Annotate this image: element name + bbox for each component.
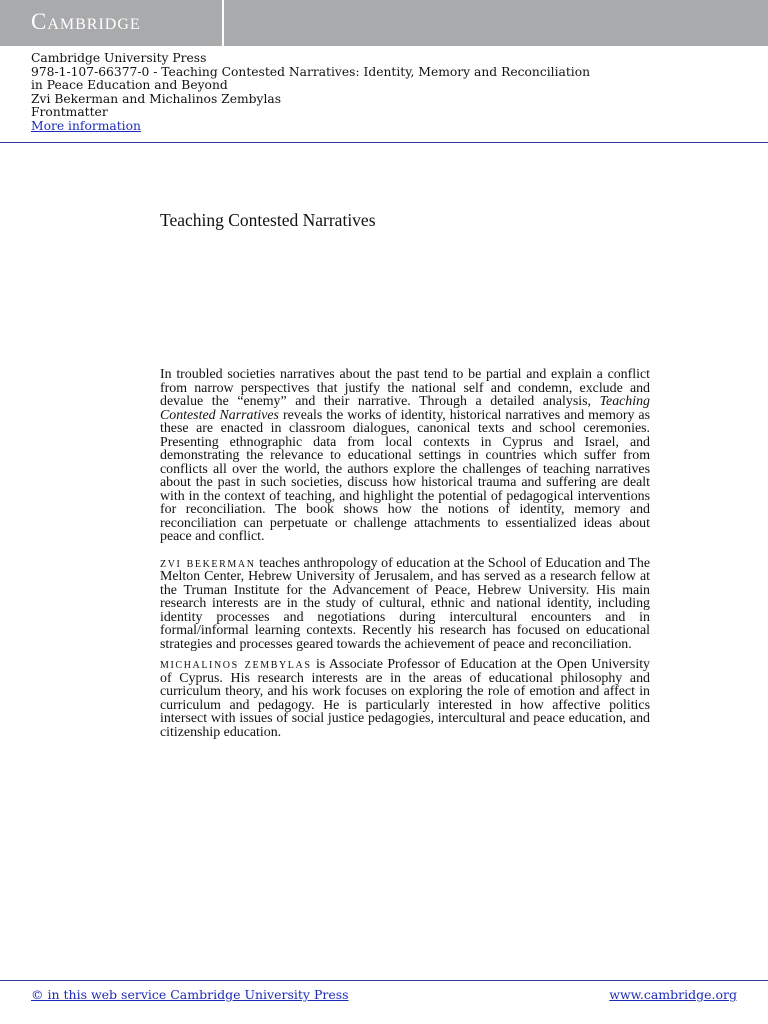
bio-text-bekerman: teaches anthropology of education at the School of Education and The Melton Center, Hebrew University of Jerusalem, and has served as a research fellow at the Truman Institute for the Advancement of Peace, Hebrew University. His main research interests are in the study of cultural, ethnic and national identity, including identity processes and negotiations during intercultural encounters and in formal/informal learning contexts. Recently his research has focused on educational strategies and processes geared towards the achievement of peace and reconciliation. bbox=[160, 555, 650, 652]
more-information-link[interactable]: More information bbox=[31, 118, 141, 133]
publisher-name: Cambridge University Press bbox=[31, 51, 207, 65]
section-label: Frontmatter bbox=[31, 105, 108, 120]
bio-text-zembylas: is Associate Professor of Education at the Open University of Cyprus. His research interests are in the areas of educational philosophy and curriculum theory, and his work focuses on exploring the role of emotion and affect in curriculum and pedagogy. He is particularly interested in how affective politics intersect with issues of social justice pedagogies, intercultural and peace education, and citizenship education. bbox=[160, 657, 650, 740]
copyright-link[interactable]: © in this web service Cambridge University Press bbox=[31, 987, 349, 1002]
cambridge-logo: Cambridge bbox=[31, 9, 141, 34]
header-divider bbox=[0, 142, 768, 143]
authors-line: Zvi Bekerman and Michalinos Zembylas bbox=[31, 91, 282, 106]
isbn-title-line-2: in Peace Education and Beyond bbox=[31, 78, 228, 93]
book-title: Teaching Contested Narratives bbox=[160, 210, 376, 230]
footer-divider bbox=[0, 980, 768, 981]
blurb-text-end: reveals the works of identity, historical narratives and memory as these are enacted in classroom dialogues, canonical texts and school ceremonies. Presenting ethnographic data from local contexts in Cyprus and Israel, and demonstrating the relevance to educational settings in countries which suffer from conflicts all over the world, the authors explore the challenges of teaching narratives about the past in such societies, discuss how historical trauma and suffering are dealt with in the context of teaching, and highlight the potential of pedagogical interventions for reconciliation. The book shows how the notions of identity, memory and reconciliation can perpetuate or challenge attachments to essentialized ideas about peace and conflict. bbox=[160, 407, 650, 544]
author-bio-zembylas bbox=[160, 658, 650, 739]
book-info-header bbox=[31, 52, 751, 134]
top-banner bbox=[0, 0, 768, 46]
banner-divider bbox=[222, 0, 224, 46]
page-content bbox=[160, 368, 650, 739]
author-name-bekerman: zvi bekerman bbox=[160, 555, 256, 571]
author-bio-bekerman bbox=[160, 557, 650, 652]
author-name-zembylas: michalinos zembylas bbox=[160, 657, 312, 672]
book-blurb bbox=[160, 368, 650, 544]
isbn-title-line-1: 978-1-107-66377-0 - Teaching Contested Narratives: Identity, Memory and Reconciliation bbox=[31, 64, 591, 79]
blurb-title-italic: Teaching Contested Narratives bbox=[160, 394, 650, 423]
website-link[interactable]: www.cambridge.org bbox=[609, 987, 737, 1002]
blurb-text-start: In troubled societies narratives about the past tend to be partial and explain a conflict from narrow perspectives that justify the national self and condemn, exclude and devalue the “enemy” and their narrative. Through a detailed analysis, bbox=[160, 367, 650, 409]
